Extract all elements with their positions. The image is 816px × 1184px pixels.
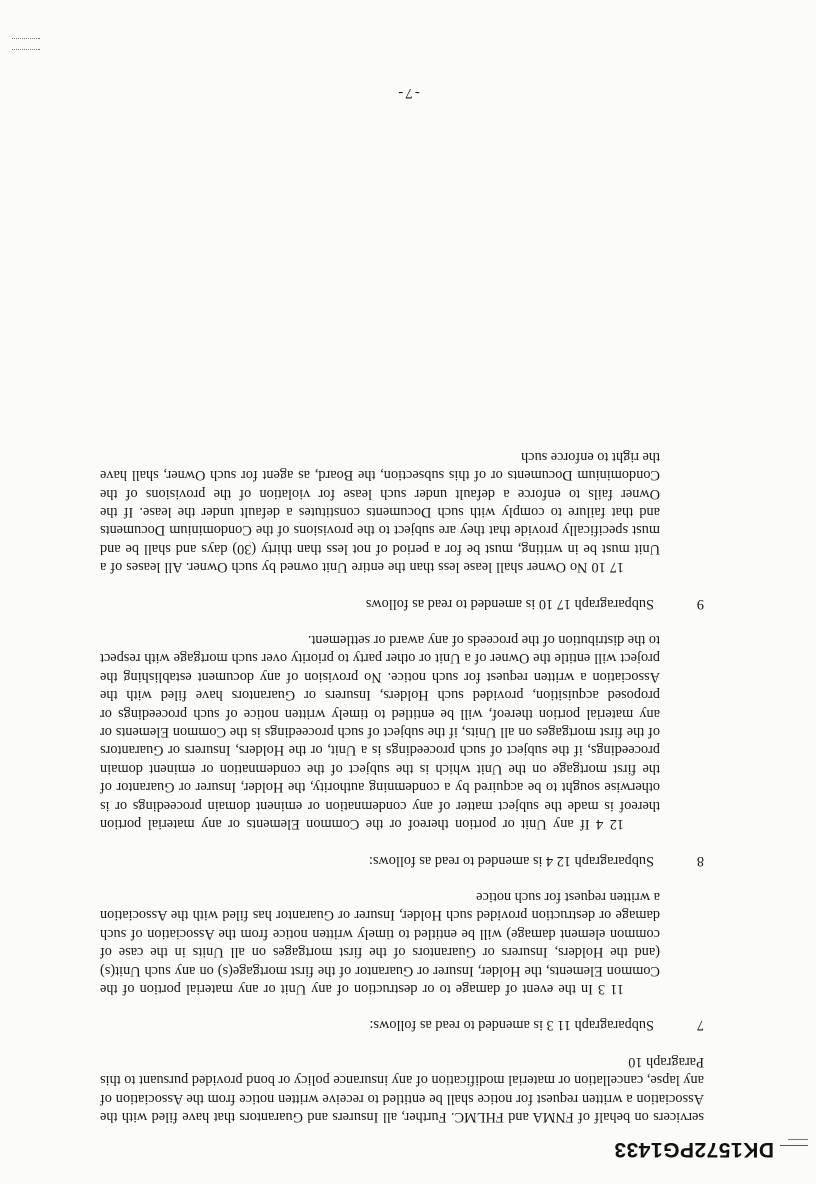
section-heading	[100, 851, 704, 869]
scan-mark	[788, 1139, 808, 1140]
scan-mark	[12, 38, 40, 50]
section-number: 7	[696, 1017, 704, 1034]
section-number: 9	[696, 595, 704, 612]
section-number: 8	[696, 852, 704, 869]
page-number: -7-	[396, 85, 420, 101]
section-heading	[100, 594, 704, 612]
book-page-stamp: DK1572PG1433	[613, 1138, 774, 1161]
document-body	[100, 429, 704, 1126]
section-text: 11 3 In the event of damage to or destruction of any Unit or any material portion of the Common Elements, the Holder, Insurer or Guarantor of the first mortgage(s) on any such Unit(s) (and the Holders, Insurers or Guarantors of the first mortgages on all Units in the case of common element damage) will be entitled to timely written notice from the Association of such damage or destruction provided such Holder, Insurer or Guarantor has filed with the Association a written request for such notice	[100, 888, 660, 997]
section-heading-text: Subparagraph 11 3 is amended to read as follows:	[369, 1017, 654, 1034]
section-text: 12 4 If any Unit or portion thereof or the Common Elements or any material portion thereof is made the subject matter of any condemnation or eminent domain proceedings or is otherwise sought to be acquired by a condemning authority, the Holder, Insurer or Guarantor of the first mortgage on the Unit which is the subject of the condemnation or eminent domain proceedings, if the subject of such proceedings is a Unit, or the Holders, Insurers or Guarantors of the first mortgages on all Units, if the subject of such proceedings is the Common Elements or any material portion thereof, will be entitled to timely written notice of such proceedings or proposed acquisition, provided such Holders, Insurers or Guarantors have filed with the Association a written request for such notice. No provision of any document establishing the project will entitle the Owner of a Unit or other party to priority over such mortgage with respect to the distribution of the proceeds of any award or settlement.	[100, 632, 660, 833]
section-heading	[100, 1016, 704, 1034]
section-text: 17 10 No Owner shall lease less than the entire Unit owned by such Owner. All leases of a Unit must be in writing, must be for a period of not less than thirty (30) days and shall be and must specifically provide that they are subject to the provisions of the Condominium Documents and that failure to comply with such Documents constitutes a default under the lease. If the Owner fails to enforce a default under such lease for violation of the provisions of the Condominium Documents or of this subsection, the Board, as agent for such Owner, shall have the right to enforce such	[100, 448, 660, 576]
intro-paragraph: servicers on behalf of FNMA and FHLMC. Further, all Insurers and Guarantors that have filed with the Association a written request for notice shall be entitled to receive written notice from the Association of any lapse, cancellation or material modification of any insurance policy or bond provided pursuant to this Paragraph 10	[100, 1053, 704, 1125]
section-heading-text: Subparagraph 12 4 is amended to read as follows:	[368, 852, 654, 869]
section-heading-text: Subparagraph 17 10 is amended to read as follows	[365, 595, 654, 612]
scan-mark	[780, 1145, 808, 1146]
